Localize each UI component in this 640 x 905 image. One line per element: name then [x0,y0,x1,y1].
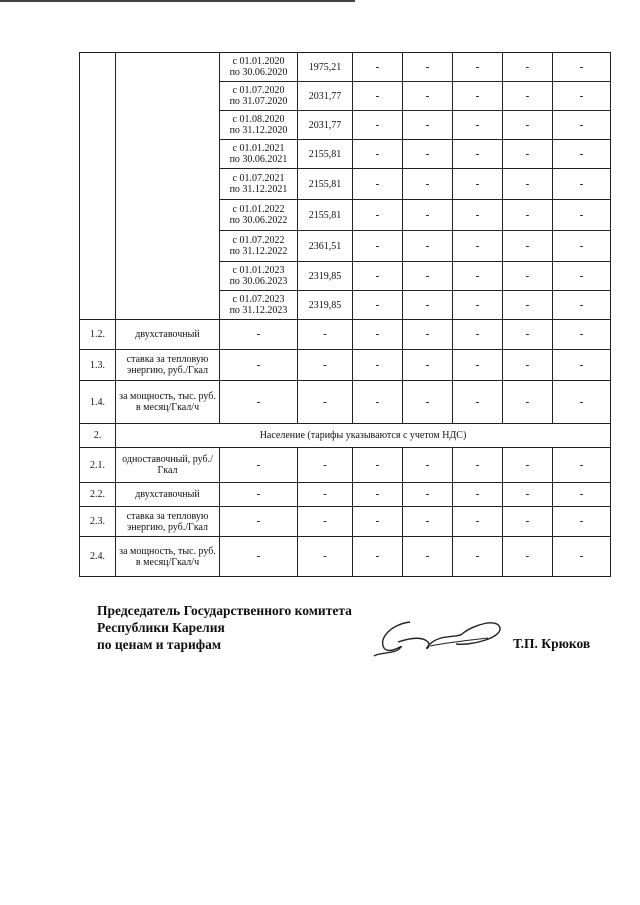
dash-cell: - [403,291,453,320]
dash-cell: - [403,200,453,231]
period-to: по 31.07.2020 [229,96,288,107]
dash-cell: - [503,483,553,507]
dash-cell: - [298,448,353,483]
period-from: с 01.07.2020 [232,85,285,96]
signatory-name: Т.П. Крюков [513,636,591,651]
dash-cell: - [220,350,298,381]
tariff-value-cell: 2031,77 [298,82,353,111]
handwritten-signature [370,612,505,657]
dash-cell: - [553,448,611,483]
dash-cell: - [353,320,403,350]
tariff-value-cell: 2155,81 [298,169,353,200]
dash-cell: - [220,483,298,507]
tariff-value-cell: 2319,85 [298,262,353,291]
dash-cell: - [503,448,553,483]
dash-cell: - [553,111,611,140]
row-label-cell: за мощность, тыс. руб. в месяц/Гкал/ч [116,381,220,424]
period-from: с 01.01.2021 [232,143,285,154]
dash-cell: - [353,169,403,200]
period-cell [220,53,298,82]
dash-cell: - [403,82,453,111]
dash-cell: - [403,262,453,291]
dash-cell: - [453,537,503,577]
period-to: по 30.06.2022 [229,215,288,226]
table-row [80,320,611,350]
dash-cell: - [298,507,353,537]
row-label-cell: двухставочный [116,320,220,350]
dash-cell: - [553,169,611,200]
table-row [80,537,611,577]
dash-cell: - [503,381,553,424]
dash-cell: - [453,381,503,424]
dash-cell: - [453,82,503,111]
period-from: с 01.01.2023 [232,265,285,276]
row-label-cell: ставка за тепловую энергию, руб./Гкал [116,507,220,537]
dash-cell: - [403,448,453,483]
dash-cell: - [220,320,298,350]
signatory-title [97,602,352,653]
row-number-cell: 1.3. [80,350,116,381]
row-number-cell: 2.3. [80,507,116,537]
dash-cell: - [503,200,553,231]
table-row [80,483,611,507]
row-label-cell: двухставочный [116,483,220,507]
dash-cell: - [298,350,353,381]
dash-cell: - [298,537,353,577]
row-label-cell: одноставочный, руб./Гкал [116,448,220,483]
period-from: с 01.07.2021 [232,173,285,184]
period-cell [220,262,298,291]
dash-cell: - [503,82,553,111]
row-label-cell: ставка за тепловую энергию, руб./Гкал [116,350,220,381]
table-row [80,507,611,537]
dash-cell: - [403,140,453,169]
period-to: по 31.12.2020 [229,125,288,136]
dash-cell: - [553,350,611,381]
row-number-cell: 1.4. [80,381,116,424]
dash-cell: - [453,350,503,381]
dash-cell: - [220,448,298,483]
row-number-cell: 1.2. [80,320,116,350]
period-from: с 01.01.2022 [232,204,285,215]
tariff-value-cell: 2031,77 [298,111,353,140]
period-cell [220,111,298,140]
dash-cell: - [453,53,503,82]
row-number-cell: 2.1. [80,448,116,483]
dash-cell: - [453,507,503,537]
period-to: по 30.06.2020 [229,67,288,78]
dash-cell: - [453,262,503,291]
dash-cell: - [353,140,403,169]
dash-cell: - [503,320,553,350]
dash-cell: - [553,262,611,291]
row-number-cell: 2.4. [80,537,116,577]
dash-cell: - [553,291,611,320]
dash-cell: - [453,111,503,140]
table-row [80,448,611,483]
dash-cell: - [353,537,403,577]
tariff-value-cell: 2361,51 [298,231,353,262]
dash-cell: - [353,200,403,231]
dash-cell: - [503,140,553,169]
table-row [80,350,611,381]
dash-cell: - [403,350,453,381]
signatory-title-line-3: по ценам и тарифам [97,637,222,652]
dash-cell: - [298,320,353,350]
page-top-line [0,0,355,2]
dash-cell: - [353,350,403,381]
period-to: по 30.06.2023 [229,276,288,287]
dash-cell: - [453,169,503,200]
dash-cell: - [403,53,453,82]
period-cell [220,200,298,231]
row-number-cell: 2.2. [80,483,116,507]
dash-cell: - [453,291,503,320]
dash-cell: - [298,483,353,507]
dash-cell: - [353,82,403,111]
signatory-title-line-2: Республики Карелия [97,620,225,635]
dash-cell: - [553,200,611,231]
section-row [80,424,611,448]
dash-cell: - [503,111,553,140]
period-cell [220,140,298,169]
dash-cell: - [403,231,453,262]
dash-cell: - [553,483,611,507]
dash-cell: - [503,53,553,82]
table-row [80,53,611,82]
dash-cell: - [553,381,611,424]
dash-cell: - [353,448,403,483]
dash-cell: - [403,483,453,507]
dash-cell: - [553,53,611,82]
dash-cell: - [453,320,503,350]
tariff-table [79,52,611,577]
dash-cell: - [353,291,403,320]
section-number-cell: 2. [80,424,116,448]
dash-cell: - [403,381,453,424]
dash-cell: - [503,169,553,200]
dash-cell: - [353,262,403,291]
dash-cell: - [553,82,611,111]
dash-cell: - [553,507,611,537]
row-label-cell [116,53,220,320]
period-cell [220,231,298,262]
dash-cell: - [453,200,503,231]
period-from: с 01.07.2022 [232,235,285,246]
period-from: с 01.01.2020 [232,56,285,67]
tariff-value-cell: 2155,81 [298,140,353,169]
period-to: по 30.06.2021 [229,154,288,165]
dash-cell: - [403,320,453,350]
dash-cell: - [503,350,553,381]
section-title-cell: Население (тарифы указываются с учетом НДС) [116,424,611,448]
row-number-cell [80,53,116,320]
dash-cell: - [298,381,353,424]
dash-cell: - [453,140,503,169]
dash-cell: - [453,483,503,507]
period-cell [220,82,298,111]
period-to: по 31.12.2023 [229,305,288,316]
dash-cell: - [503,537,553,577]
dash-cell: - [503,291,553,320]
dash-cell: - [353,507,403,537]
dash-cell: - [220,507,298,537]
dash-cell: - [553,320,611,350]
signatory-title-line-1: Председатель Государственного комитета [97,603,352,618]
dash-cell: - [403,537,453,577]
row-label-cell: за мощность, тыс. руб. в месяц/Гкал/ч [116,537,220,577]
dash-cell: - [353,483,403,507]
dash-cell: - [353,231,403,262]
dash-cell: - [553,231,611,262]
period-cell [220,169,298,200]
dash-cell: - [553,140,611,169]
tariff-value-cell: 2319,85 [298,291,353,320]
tariff-value-cell: 2155,81 [298,200,353,231]
dash-cell: - [453,448,503,483]
dash-cell: - [403,169,453,200]
dash-cell: - [403,111,453,140]
dash-cell: - [353,111,403,140]
period-to: по 31.12.2022 [229,246,288,257]
table-row [80,381,611,424]
period-to: по 31.12.2021 [229,184,288,195]
dash-cell: - [353,381,403,424]
dash-cell: - [353,53,403,82]
dash-cell: - [220,537,298,577]
dash-cell: - [503,262,553,291]
period-cell [220,291,298,320]
dash-cell: - [453,231,503,262]
dash-cell: - [553,537,611,577]
dash-cell: - [220,381,298,424]
dash-cell: - [403,507,453,537]
period-from: с 01.08.2020 [232,114,285,125]
period-from: с 01.07.2023 [232,294,285,305]
dash-cell: - [503,231,553,262]
tariff-value-cell: 1975,21 [298,53,353,82]
dash-cell: - [503,507,553,537]
